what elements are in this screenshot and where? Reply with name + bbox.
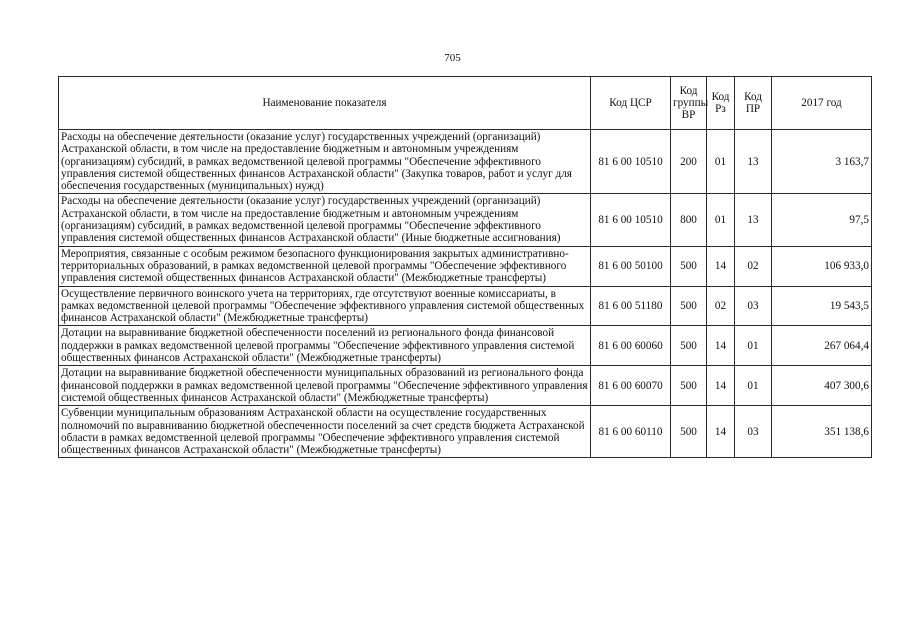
row-name: Расходы на обеспечение деятельности (оказание услуг) государственных учреждений (организаций) Астраханской области, в том числе на предоставление бюджетным и автономным учреждениям (организациям) субсидий, в рамках ведомственной целевой программы "Обеспечение эффективного управления системой общественных финансов Астраханской области" (Закупка товаров, работ и услуг для обеспечения государственных (муниципальных) нужд) bbox=[59, 130, 591, 194]
budget-table bbox=[58, 76, 872, 458]
header-csr: Код ЦСР bbox=[591, 77, 671, 130]
row-rz: 02 bbox=[707, 286, 735, 326]
header-vr: Код группы ВР bbox=[671, 77, 707, 130]
table-row bbox=[59, 130, 872, 194]
row-vr: 500 bbox=[671, 366, 707, 406]
row-rz: 01 bbox=[707, 130, 735, 194]
row-csr: 81 6 00 10510 bbox=[591, 194, 671, 246]
header-rz: Код Рз bbox=[707, 77, 735, 130]
row-vr: 800 bbox=[671, 194, 707, 246]
row-amount: 106 933,0 bbox=[772, 246, 872, 286]
row-name: Мероприятия, связанные с особым режимом безопасного функционирования закрытых административно-территориальных образований, в рамках ведомственной целевой программы "Обеспечение эффективного управления системой общественных финансов Астраханской области" (Межбюджетные трансферты) bbox=[59, 246, 591, 286]
table-header-row bbox=[59, 77, 872, 130]
row-csr: 81 6 00 10510 bbox=[591, 130, 671, 194]
row-rz: 14 bbox=[707, 406, 735, 458]
row-csr: 81 6 00 60110 bbox=[591, 406, 671, 458]
row-csr: 81 6 00 51180 bbox=[591, 286, 671, 326]
row-amount: 3 163,7 bbox=[772, 130, 872, 194]
row-pr: 01 bbox=[735, 366, 772, 406]
header-year: 2017 год bbox=[772, 77, 872, 130]
page-number: 705 bbox=[444, 52, 461, 64]
row-vr: 500 bbox=[671, 326, 707, 366]
table-row bbox=[59, 326, 872, 366]
row-csr: 81 6 00 50100 bbox=[591, 246, 671, 286]
row-amount: 407 300,6 bbox=[772, 366, 872, 406]
row-rz: 14 bbox=[707, 366, 735, 406]
row-vr: 200 bbox=[671, 130, 707, 194]
row-name: Дотации на выравнивание бюджетной обеспеченности поселений из регионального фонда финансовой поддержки в рамках ведомственной целевой программы "Обеспечение эффективного управления системой общественных финансов Астраханской области" (Межбюджетные трансферты) bbox=[59, 326, 591, 366]
row-csr: 81 6 00 60060 bbox=[591, 326, 671, 366]
row-name: Дотации на выравнивание бюджетной обеспеченности муниципальных образований из регионального фонда финансовой поддержки в рамках ведомственной целевой программы "Обеспечение эффективного управления системой общественных финансов Астраханской области" (Межбюджетные трансферты) bbox=[59, 366, 591, 406]
row-rz: 01 bbox=[707, 194, 735, 246]
header-pr: Код ПР bbox=[735, 77, 772, 130]
row-pr: 02 bbox=[735, 246, 772, 286]
row-name: Субвенции муниципальным образованиям Астраханской области на осуществление государственных полномочий по выравниванию бюджетной обеспеченности поселений за счет средств бюджета Астраханской области в рамках ведомственной целевой программы "Обеспечение эффективного управления системой общественных финансов Астраханской области" (Межбюджетные трансферты) bbox=[59, 406, 591, 458]
row-amount: 351 138,6 bbox=[772, 406, 872, 458]
row-vr: 500 bbox=[671, 406, 707, 458]
row-amount: 267 064,4 bbox=[772, 326, 872, 366]
row-vr: 500 bbox=[671, 286, 707, 326]
row-amount: 97,5 bbox=[772, 194, 872, 246]
row-name: Осуществление первичного воинского учета на территориях, где отсутствуют военные комиссариаты, в рамках ведомственной целевой программы "Обеспечение эффективного управления системой общественных финансов Астраханской области" (Межбюджетные трансферты) bbox=[59, 286, 591, 326]
table-row bbox=[59, 246, 872, 286]
row-rz: 14 bbox=[707, 326, 735, 366]
row-name: Расходы на обеспечение деятельности (оказание услуг) государственных учреждений (организаций) Астраханской области, в том числе на предоставление бюджетным и автономным учреждениям (организациям) субсидий, в рамках ведомственной целевой программы "Обеспечение эффективного управления системой общественных финансов Астраханской области" (Иные бюджетные ассигнования) bbox=[59, 194, 591, 246]
row-pr: 03 bbox=[735, 406, 772, 458]
table-row bbox=[59, 194, 872, 246]
table-row bbox=[59, 286, 872, 326]
row-csr: 81 6 00 60070 bbox=[591, 366, 671, 406]
row-pr: 13 bbox=[735, 130, 772, 194]
table-row bbox=[59, 406, 872, 458]
row-pr: 13 bbox=[735, 194, 772, 246]
row-amount: 19 543,5 bbox=[772, 286, 872, 326]
row-pr: 01 bbox=[735, 326, 772, 366]
row-rz: 14 bbox=[707, 246, 735, 286]
row-pr: 03 bbox=[735, 286, 772, 326]
table-row bbox=[59, 366, 872, 406]
header-name: Наименование показателя bbox=[59, 77, 591, 130]
row-vr: 500 bbox=[671, 246, 707, 286]
